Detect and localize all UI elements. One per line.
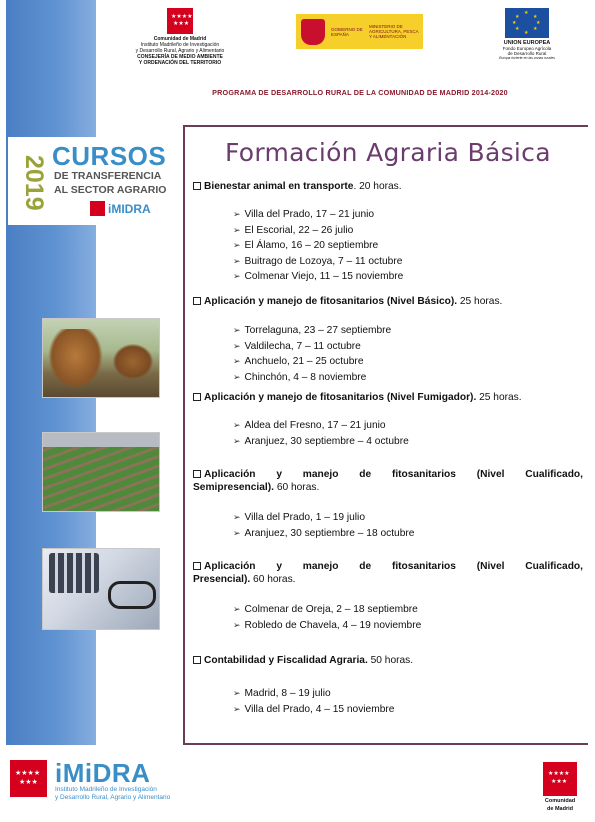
arrow-icon: ➢: [233, 240, 241, 250]
spain-shield-icon: [301, 19, 325, 45]
eu-line2: de Desarrollo Rural: [507, 51, 547, 56]
course-name: Aplicación y manejo de fitosanitarios (Nivel Fumigador).: [204, 392, 477, 403]
location-list: [233, 323, 391, 385]
course-hours: . 20 horas.: [353, 181, 402, 192]
course-heading: [193, 654, 583, 667]
arrow-icon: ➢: [233, 224, 241, 235]
location-text: Villa del Prado, 4 – 15 noviembre: [244, 703, 395, 715]
cm-name: Comunidad de Madrid: [153, 36, 207, 42]
cattle-photo: [42, 318, 160, 398]
course-hours: 60 horas.: [273, 482, 320, 493]
checkbox-icon: [193, 297, 201, 305]
arrow-icon: ➢: [233, 356, 241, 366]
course-hours: 25 horas.: [457, 296, 503, 307]
cursos-badge: [8, 137, 178, 225]
eu-flag-icon: ★ ★ ★ ★ ★ ★ ★ ★: [505, 8, 549, 38]
calculator-photo: [42, 548, 160, 630]
cm-line4: Y ORDENACIÓN DEL TERRITORIO: [138, 60, 222, 66]
list-item: [233, 323, 391, 339]
list-item: [233, 526, 414, 542]
location-text: El Escorial, 22 – 26 julio: [244, 224, 354, 236]
course-name-line1: Aplicación y manejo de fitosanitarios (Nivel Cualificado,: [204, 469, 583, 480]
checkbox-icon: [193, 656, 201, 664]
badge-line2: AL SECTOR AGRARIO: [54, 184, 167, 196]
course-heading: [193, 295, 583, 308]
eu-title: UNION EUROPEA: [503, 40, 551, 46]
comunidad-madrid-footer-logo: [540, 762, 580, 812]
checkbox-icon: [193, 562, 201, 570]
badge-line1: DE TRANSFERENCIA: [54, 170, 162, 182]
imidra-name: iMiDRA: [55, 758, 151, 788]
list-item: [233, 339, 391, 355]
imidra-sub1: Instituto Madrileño de Investigación: [55, 786, 157, 793]
course-name-line2: Presencial).: [193, 574, 251, 585]
eu-line3: Europa invierte en las zonas rurales: [499, 56, 555, 60]
checkbox-icon: [193, 470, 201, 478]
list-item: [233, 354, 391, 370]
arrow-icon: ➢: [233, 325, 241, 335]
arrow-icon: ➢: [233, 420, 241, 430]
madrid-flag-icon: ★★★★ ★★★: [167, 8, 193, 34]
location-text: El Álamo, 16 – 20 septiembre: [244, 240, 379, 251]
location-text: Aranjuez, 30 septiembre – 18 octubre: [244, 527, 415, 539]
list-item: [233, 254, 403, 270]
arrow-icon: ➢: [233, 688, 241, 698]
list-item: [233, 238, 403, 254]
badge-logo-text: iMIDRA: [108, 201, 151, 216]
cm-line2: y Desarrollo Rural, Agrario y Alimentario: [135, 48, 225, 54]
list-item: [233, 686, 394, 702]
crop-field-photo: [42, 432, 160, 512]
location-text: Villa del Prado, 17 – 21 junio: [244, 209, 375, 220]
list-item: [233, 434, 409, 450]
list-item: [233, 418, 409, 434]
programa-heading: PROGRAMA DE DESARROLLO RURAL DE LA COMUNIDAD DE MADRID 2014-2020: [212, 88, 508, 97]
location-text: Colmenar Viejo, 11 – 15 noviembre: [244, 271, 404, 282]
course-hours: 25 horas.: [476, 392, 522, 403]
badge-imidra-logo: [90, 201, 151, 216]
list-item: [233, 602, 421, 618]
list-item: [233, 223, 403, 239]
location-list: [233, 418, 409, 449]
badge-title: CURSOS: [52, 141, 167, 171]
arrow-icon: ➢: [233, 340, 241, 351]
list-item: [233, 370, 391, 386]
arrow-icon: ➢: [233, 604, 241, 614]
course-name: Aplicación y manejo de fitosanitarios (Nivel Básico).: [204, 296, 458, 307]
cm-footer-label1: Comunidad: [544, 798, 576, 804]
madrid-flag-icon: ★★★★ ★★★: [543, 762, 577, 796]
course-name: Contabilidad y Fiscalidad Agraria.: [204, 655, 368, 666]
list-item: [233, 207, 403, 223]
course-heading: [193, 468, 583, 494]
union-europea-logo: [488, 8, 566, 61]
cm-line3: CONSEJERÍA DE MEDIO AMBIENTE: [137, 54, 223, 60]
left-blue-band: [6, 0, 96, 822]
course-hours: 60 horas.: [250, 574, 296, 585]
list-item: [233, 702, 394, 718]
course-heading: [193, 391, 583, 404]
location-text: Anchuelo, 21 – 25 octubre: [244, 356, 364, 367]
imidra-footer-logo: [10, 760, 170, 801]
location-text: Torrelaguna, 23 – 27 septiembre: [244, 325, 392, 336]
eu-line1: Fondo Europeo Agrícola: [502, 46, 552, 51]
cm-line1: Instituto Madrileño de Investigación: [140, 42, 220, 48]
location-text: Aldea del Fresno, 17 – 21 junio: [244, 420, 386, 431]
imidra-sub2: y Desarrollo Rural, Agrario y Alimentario: [55, 793, 171, 801]
location-text: Robledo de Chavela, 4 – 19 noviembre: [244, 619, 422, 631]
location-text: Aranjuez, 30 septiembre – 4 octubre: [244, 435, 409, 447]
course-name-line2: Semipresencial).: [193, 482, 274, 493]
list-item: [233, 269, 403, 285]
arrow-icon: ➢: [233, 209, 241, 219]
list-item: [233, 618, 421, 634]
badge-year: 2019: [20, 155, 48, 211]
arrow-icon: ➢: [233, 255, 241, 266]
arrow-icon: ➢: [233, 619, 241, 630]
location-list: [233, 686, 394, 717]
gobierno-espana-logo: [296, 14, 423, 49]
course-heading: [193, 560, 583, 586]
arrow-icon: ➢: [233, 703, 241, 714]
madrid-square-icon: [90, 201, 105, 216]
cm-footer-label2: de Madrid: [547, 806, 573, 812]
arrow-icon: ➢: [233, 512, 241, 522]
location-text: Madrid, 8 – 19 julio: [244, 688, 331, 699]
course-heading: [193, 180, 583, 193]
page-title: Formación Agraria Básica: [225, 138, 551, 167]
arrow-icon: ➢: [233, 435, 241, 446]
course-name-line1: Aplicación y manejo de fitosanitarios (Nivel Cualificado,: [204, 561, 583, 572]
list-item: [233, 510, 414, 526]
course-hours: 50 horas.: [367, 655, 414, 666]
madrid-flag-icon: ★★★★ ★★★: [10, 760, 47, 797]
gob-right-text: MINISTERIO DE AGRICULTURA, PESCA Y ALIMENTACIÓN: [369, 24, 419, 39]
location-text: Villa del Prado, 1 – 19 julio: [244, 512, 365, 523]
location-list: [233, 207, 403, 285]
location-list: [233, 510, 414, 541]
gob-left-text: GOBIERNO DE ESPAÑA: [331, 26, 363, 37]
checkbox-icon: [193, 182, 201, 190]
checkbox-icon: [193, 393, 201, 401]
arrow-icon: ➢: [233, 371, 241, 382]
course-name: Bienestar animal en transporte: [204, 181, 354, 192]
location-list: [233, 602, 421, 633]
location-text: Colmenar de Oreja, 2 – 18 septiembre: [244, 604, 418, 615]
location-text: Valdilecha, 7 – 11 octubre: [244, 340, 361, 352]
location-text: Chinchón, 4 – 8 noviembre: [244, 371, 367, 383]
arrow-icon: ➢: [233, 527, 241, 538]
comunidad-madrid-logo: [120, 8, 240, 66]
location-text: Buitrago de Lozoya, 7 – 11 octubre: [244, 255, 403, 267]
arrow-icon: ➢: [233, 271, 241, 281]
